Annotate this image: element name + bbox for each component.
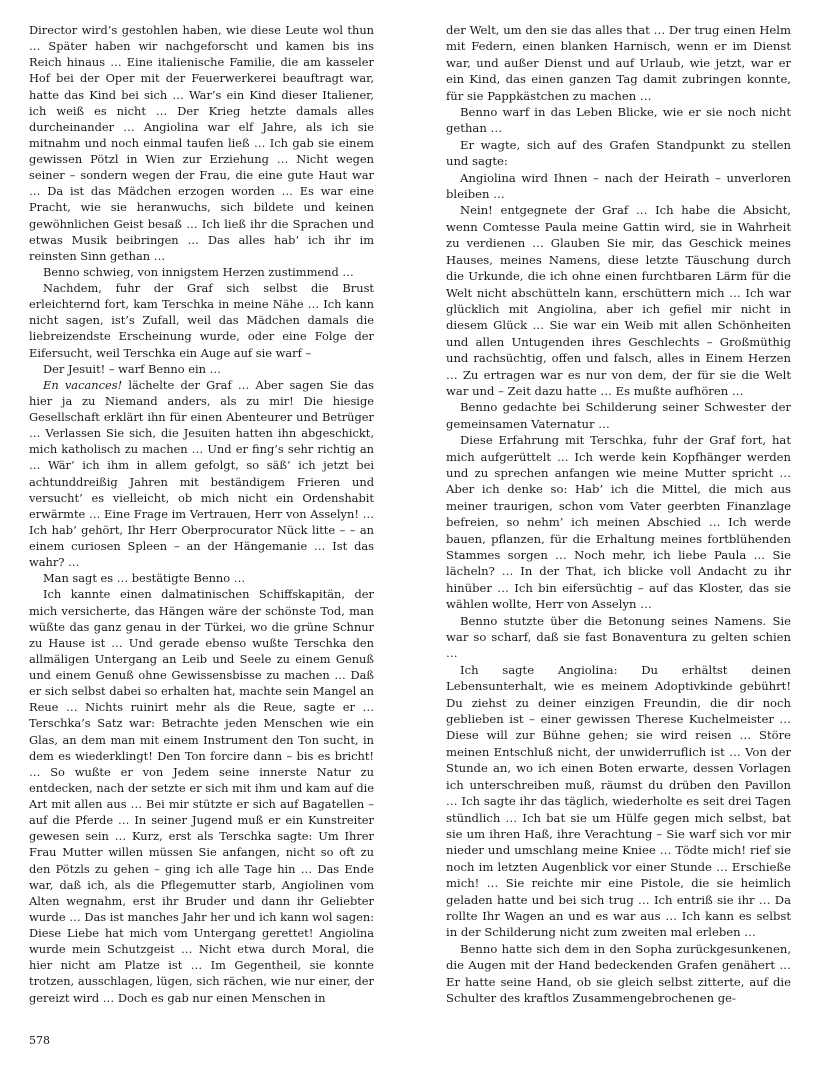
paragraph: Ich kannte einen dalmatinischen Schiffskapitän, der mich versicherte, das Hängen wäre der schönste Tod, man wüßte das ganz genau in der Türkei, wo die grüne Schnur zu Hause ist … Und gerade ebenso wußte Terschka den allmäligen Untergang an Leib und Seele zu einem Genuß und einem Genuß ohne Gewissensbisse zu machen … Daß er sich selbst dabei so erhalten hat, machte sein Mangel an Reue … Nichts ruinirt mehr als die Reue, sagte er … Terschka’s Satz war: Betrachte jeden Menschen wie ein Glas, an dem man mit einem Instrument den Ton sucht, in dem es wiederklingt! Den Ton forcire dann – bis es bricht! … So wußte er von Jedem seine innerste Natur zu entdecken, nach der setzte er sich mit ihm und kam auf die Art mit allen aus … Bei mir stützte er sich auf Bagatellen – auf die Pferde … In seiner Jugend muß er ein Kunstreiter gewesen sein … Kurz, erst als Terschka sagte: Um Ihrer Frau Mutter willen müssen Sie anfangen, nicht so oft zu den Pötzls zu gehen – ging ich alle Tage hin … Das Ende war, daß ich, als die Pflegemutter starb, Angiolinen vom Alten wegnahm, erst ihr Bruder und dann ihr Geliebter wurde … Das ist manches Jahr her und ich kann wol sagen: Diese Liebe hat mich vom Untergang gerettet! Angiolina wurde mein Schutzgeist … Nicht etwa durch Moral, die hier nicht am Platze ist … Im Gegentheil, sie konnte trotzen, ausschlagen, lügen, sich rächen, wie nur einer, der gereizt wird … Doch es gab nur einen Menschen in (29, 587, 374, 1005)
paragraph: Benno gedachte bei Schilderung seiner Schwester der gemeinsamen Vaternatur … (446, 400, 791, 431)
right-column (446, 22, 791, 1022)
paragraph-text: lächelte der Graf … Aber sagen Sie das hier ja zu Niemand anders, als zu mir! Die hiesige Gesellschaft erklärt ihn für einen Abenteurer und Betrüger … Verlassen Sie sich, die Jesuiten hatten ihn abgeschickt, mich katholisch zu machen … Und er fing’s sehr richtig an … Wär’ ich ihm in allem gefolgt, so säß’ ich jetzt bei achtunddreißig Jahren mit beständigem Frieren und versucht’ es vielleicht, ob mich nicht ein Ordenshabit erwärmte … Eine Frage im Vertrauen, Herr von Asselyn! … Ich hab’ gehört, Ihr Herr Oberprocurator Nück litte – – an einem curiosen Spleen – an der Hängemanie … Ist das wahr? … (29, 377, 374, 570)
paragraph (29, 377, 374, 571)
paragraph: Der Jesuit! – warf Benno ein … (43, 361, 221, 376)
paragraph: Benno warf in das Leben Blicke, wie er sie noch nicht gethan … (446, 105, 791, 136)
paragraph: Director wird’s gestohlen haben, wie diese Leute wol thun … Später haben wir nachgeforscht und kamen bis ins Reich hinaus … Eine italienische Familie, die am kasseler Hof bei der Oper mit der Feuerwerkerei beauftragt war, hatte das Kind bei sich … War’s ein Kind dieser Italiener, ich weiß es nicht … Der Krieg hetzte damals alles durcheinander … Angiolina war elf Jahre, als ich sie mitnahm und noch einmal taufen ließ … Ich gab sie einem gewissen Pötzl in Wien zur Erziehung … Nicht wegen seiner – sondern wegen der Frau, die eine gute Haut war … Da ist das Mädchen erzogen worden … Es war eine Pracht, wie sie heranwuchs, sich bildete und keinen gewöhnlichen Geist besaß … Ich ließ ihr die Sprachen und etwas Musik beibringen … Das alles hab’ ich ihr im reinsten Sinn gethan … (29, 23, 374, 263)
book-page (29, 22, 791, 1022)
italic-phrase: En vacances! (43, 377, 123, 392)
paragraph: Diese Erfahrung mit Terschka, fuhr der Graf fort, hat mich aufgerüttelt … Ich werde kein Kopfhänger werden und zu sprechen anfangen wie meine Mutter spricht … Aber ich denke so: Hab’ ich die Mittel, die mich aus meiner traurigen, schon vom Vater geerbten Finanzlage befreien, so nehm’ ich meinen Abschied … Ich werde bauen, pflanzen, für die Erhaltung meines fortblühenden Stammes sorgen … Noch mehr, ich liebe Paula … Sie lächeln? … In der That, ich blicke voll Andacht zu ihr hinüber … Ich bin eifersüchtig – auf das Kloster, das sie wählen wollte, Herr von Asselyn … (446, 433, 791, 612)
paragraph: Man sagt es … bestätigte Benno … (43, 571, 246, 586)
paragraph: Ich sagte Angiolina: Du erhältst deinen Lebensunterhalt, wie es meinem Adoptivkinde gebührt! Du ziehst zu deiner einzigen Freundin, die dir noch geblieben ist – einer gewissen Therese Kuchelmeister … Diese will zur Bühne gehen; sie wird reisen … Störe meinen Entschluß nicht, der unwiderruflich ist … Von der Stunde an, wo ich einen Boten erwarte, dessen Vorlagen ich unterschreiben muß, räumst du drüben den Pavillon … Ich sagte ihr das täglich, wiederholte es seit drei Tagen stündlich … Ich bat sie um Hülfe gegen mich selbst, bat sie um ihren Haß, ihre Verachtung – Sie warf sich vor mir nieder und umschlang meine Kniee … Tödte mich! rief sie noch im letzten Augenblick vor einer Stunde … Erschieße mich! … Sie reichte mir eine Pistole, die sie heimlich geladen hatte und bei sich trug … Ich entriß sie ihr … Da rollte Ihr Wagen an und es war aus … Ich kann es selbst in der Schilderung nicht zum zweiten mal erleben … (446, 662, 791, 940)
page-number: 578 (29, 1034, 50, 1047)
paragraph: Angiolina wird Ihnen – nach der Heirath – unverloren bleiben … (446, 170, 791, 202)
paragraph: der Welt, um den sie das alles that … Der trug einen Helm mit Federn, einen blanken Harnisch, wenn er im Dienst war, und außer Dienst und auf Urlaub, wie jetzt, war er ein Kind, das einen ganzen Tag damit zubringen konnte, für sie Pappkästchen zu machen … (446, 23, 791, 103)
paragraph: Benno stutzte über die Betonung seines Namens. Sie war so scharf, daß sie fast Bonaventura zu gelten schien … (446, 613, 791, 661)
paragraph: Benno hatte sich dem in den Sopha zurückgesunkenen, die Augen mit der Hand bedeckenden Grafen genähert … Er hatte seine Hand, ob sie gleich selbst zitterte, auf die Schulter des kraftlos Zusammengebrochenen ge- (446, 941, 791, 1005)
paragraph: Er wagte, sich auf des Grafen Standpunkt zu stellen und sagte: (446, 137, 791, 169)
paragraph: Nein! entgegnete der Graf … Ich habe die Absicht, wenn Comtesse Paula meine Gattin wird, sie in Wahrheit zu verdienen … Glauben Sie mir, das Geschick meines Hauses, meines Namens, diese letzte Täuschung durch die Urkunde, die ich ohne einen furchtbaren Lärm für die Welt nicht abschütteln kann, erschüttern mich … Ich war glücklich mit Angiolina, aber ich gefiel mir nicht in diesem Glück … Sie war ein Weib mit allen Schönheiten und allen Untugenden ihres Geschlechts – Großmüthig und rachsüchtig, offen und falsch, alles in Einem Herzen … Zu ertragen war es nur von dem, der für sie die Welt war und – Zeit dazu hatte … Es mußte aufhören … (446, 203, 791, 398)
left-column (29, 22, 374, 1022)
paragraph: Nachdem, fuhr der Graf sich selbst die Brust erleichternd fort, kam Terschka in meine Nähe … Ich kann nicht sagen, ist’s Zufall, weil das Mädchen damals die liebreizendste Erscheinung wurde, oder eine Folge der Eifersucht, weil Terschka ein Auge auf sie warf – (29, 281, 374, 360)
paragraph: Benno schwieg, von innigstem Herzen zustimmend … (43, 264, 354, 279)
